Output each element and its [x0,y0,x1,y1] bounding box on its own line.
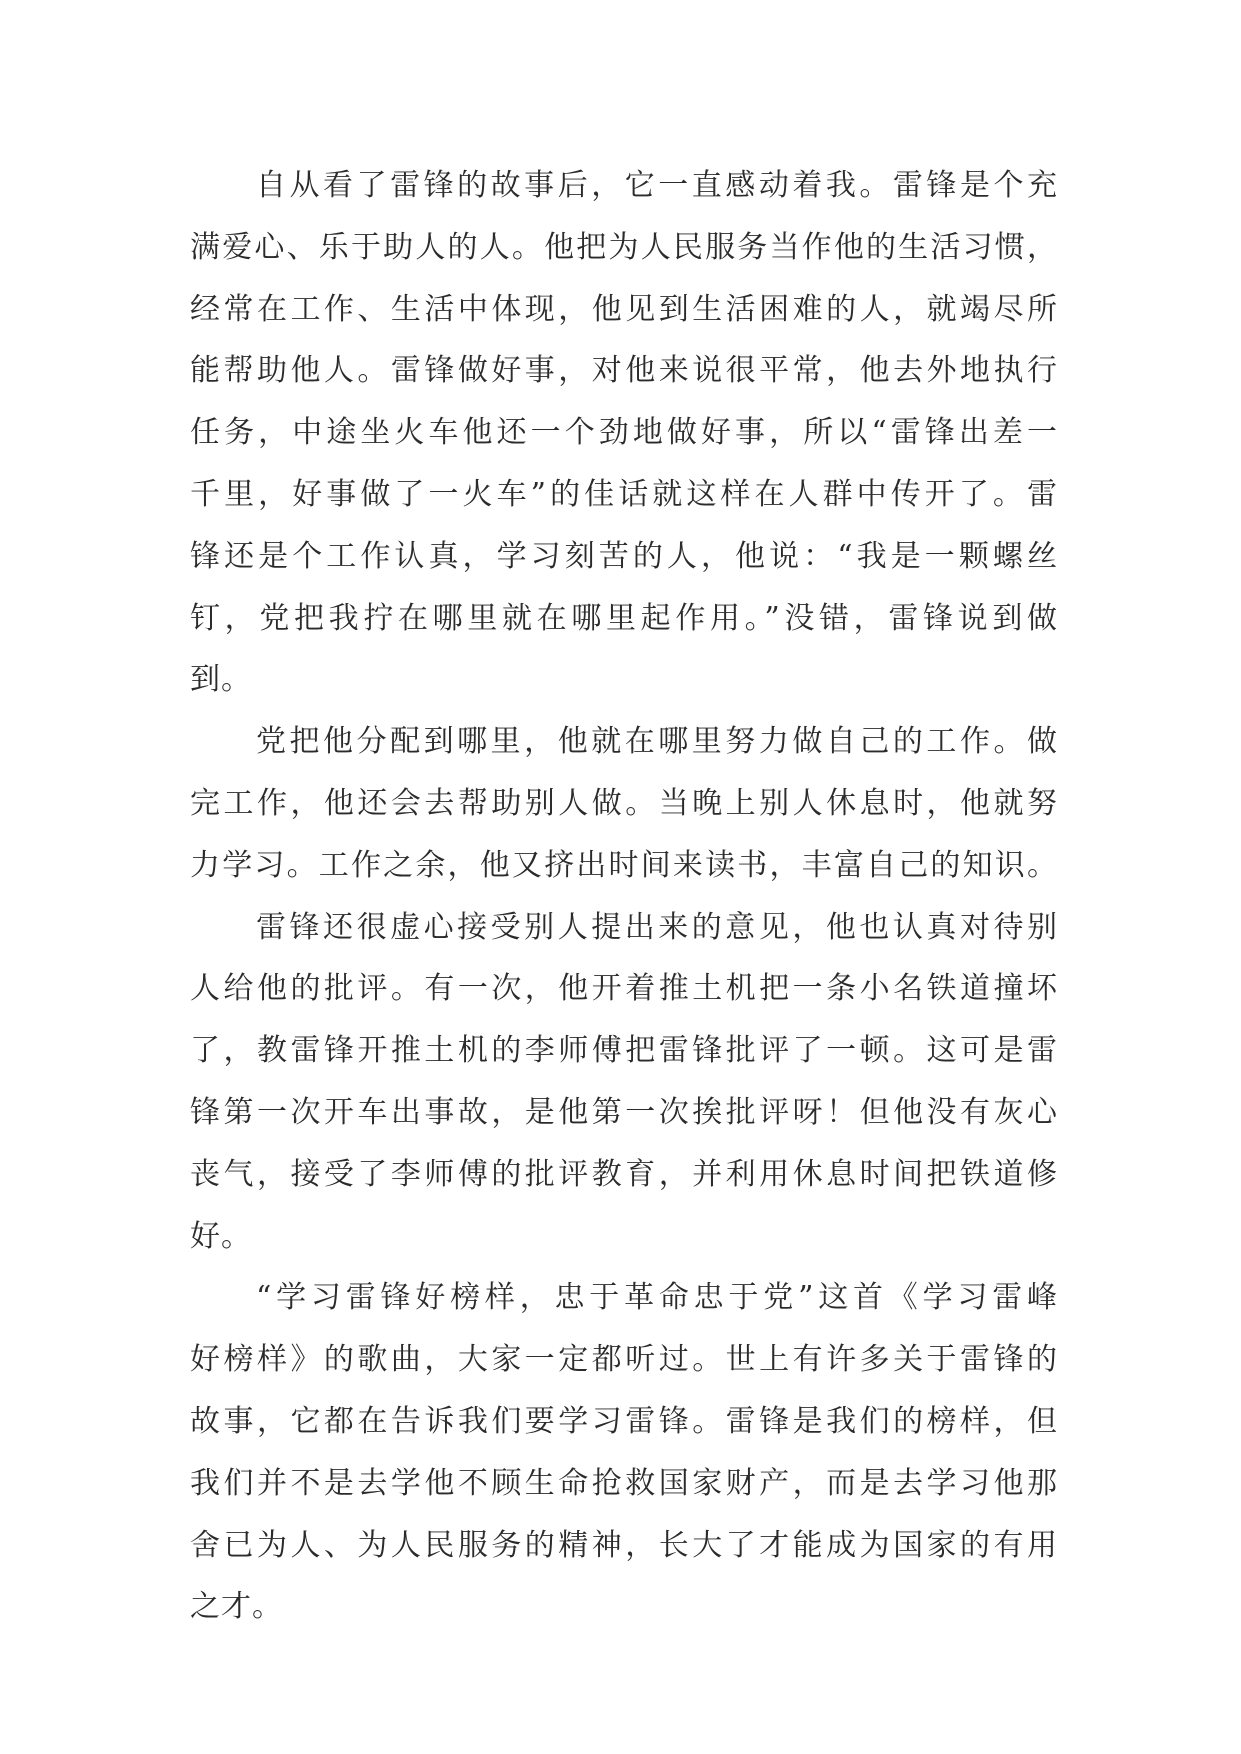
paragraph-line: 能帮助他人。雷锋做好事，对他来说很平常，他去外地执行 [190,353,1058,389]
paragraph-line: 我们并不是去学他不顾生命抢救国家财产，而是去学习他那 [190,1465,1058,1501]
paragraph-line: “学习雷锋好榜样，忠于革命忠于党”这首《学习雷峰 [256,1280,1058,1316]
paragraph-line: 舍已为人、为人民服务的精神，长大了才能成为国家的有用 [190,1527,1058,1563]
paragraph-line: 故事，它都在告诉我们要学习雷锋。雷锋是我们的榜样，但 [190,1403,1058,1439]
paragraph-line: 党把他分配到哪里，他就在哪里努力做自己的工作。做 [256,724,1058,760]
paragraph-line: 之才。 [190,1589,283,1625]
paragraph-line: 任务，中途坐火车他还一个劲地做好事，所以“雷锋出差一 [190,415,1058,451]
paragraph-line: 钉，党把我拧在哪里就在哪里起作用。”没错，雷锋说到做 [190,600,1058,636]
paragraph-line: 到。 [190,662,252,698]
paragraph-line: 好榜样》的歌曲，大家一定都听过。世上有许多关于雷锋的 [190,1342,1058,1378]
paragraph-line: 自从看了雷锋的故事后，它一直感动着我。雷锋是个充 [256,168,1058,203]
paragraph-line: 锋还是个工作认真，学习刻苦的人，他说：“我是一颗螺丝 [190,538,1058,574]
paragraph-line: 雷锋还很虚心接受别人提出来的意见，他也认真对待别 [256,909,1058,945]
paragraph-line: 锋第一次开车出事故，是他第一次挨批评呀！但他没有灰心 [190,1094,1058,1130]
paragraph-line: 完工作，他还会去帮助别人做。当晚上别人休息时，他就努 [190,785,1058,821]
paragraph-line: 满爱心、乐于助人的人。他把为人民服务当作他的生活习惯， [190,229,1058,265]
paragraph-1 [190,155,1058,711]
paragraph-4 [190,1267,1058,1638]
paragraph-2 [190,711,1058,896]
paragraph-line: 了，教雷锋开推土机的李师傅把雷锋批评了一顿。这可是雷 [190,1033,1058,1069]
document-body [190,155,1058,1638]
paragraph-line: 好。 [190,1218,252,1254]
paragraph-line: 人给他的批评。有一次，他开着推土机把一条小名铁道撞坏 [190,971,1058,1007]
paragraph-line: 力学习。工作之余，他又挤出时间来读书，丰富自己的知识。 [190,847,1058,883]
paragraph-3 [190,897,1058,1268]
paragraph-line: 经常在工作、生活中体现，他见到生活困难的人，就竭尽所 [190,291,1058,327]
paragraph-line: 丧气，接受了李师傅的批评教育，并利用休息时间把铁道修 [190,1156,1058,1192]
paragraph-line: 千里，好事做了一火车”的佳话就这样在人群中传开了。雷 [190,476,1058,512]
